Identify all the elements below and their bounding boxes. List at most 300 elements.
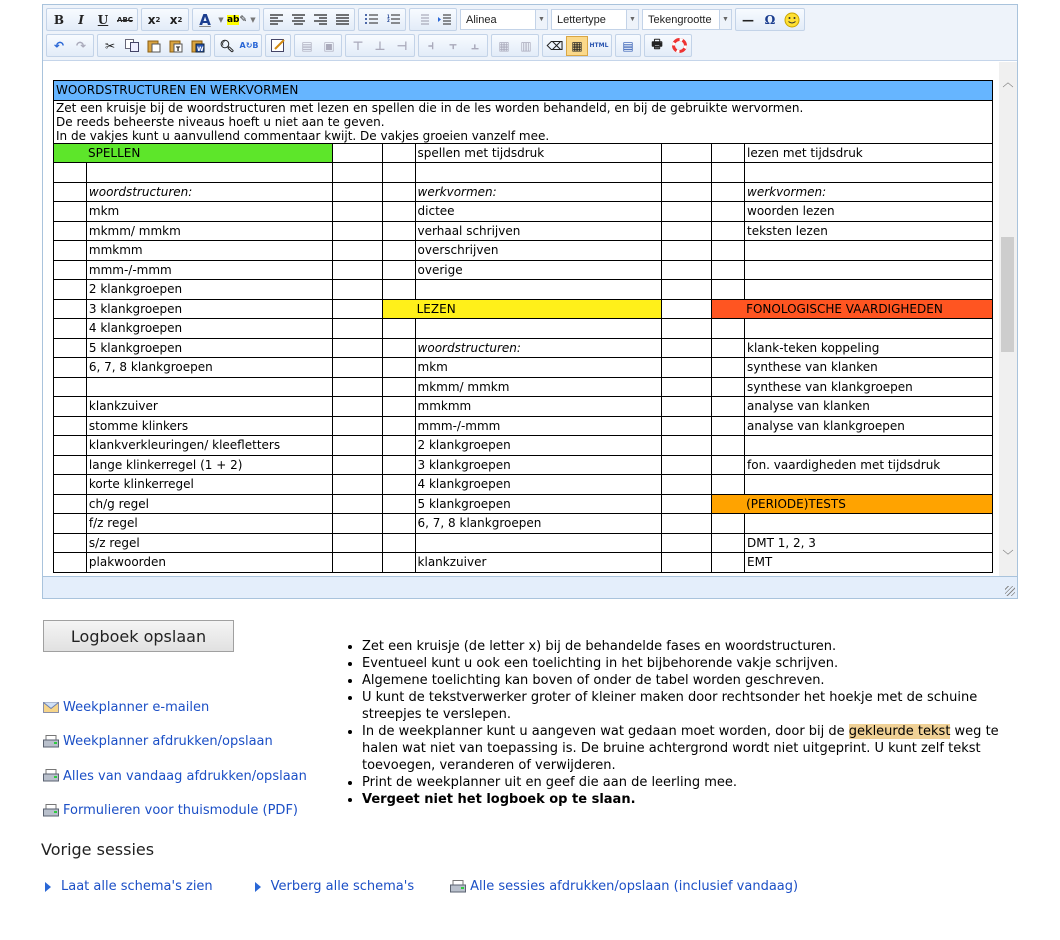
checkbox-cell[interactable] (712, 202, 745, 222)
checkbox-cell[interactable] (382, 143, 415, 163)
checkbox-cell[interactable] (712, 377, 745, 397)
item-cell[interactable] (415, 280, 662, 300)
checkbox-cell[interactable] (382, 163, 415, 183)
previous-sessions-links (45, 879, 838, 894)
checkbox-cell[interactable] (382, 241, 415, 261)
item-cell[interactable] (745, 280, 993, 300)
checkbox-cell[interactable] (54, 338, 87, 358)
spacer-cell (332, 475, 382, 495)
spacer-cell (662, 163, 712, 183)
print-all-sessions-link[interactable] (450, 879, 798, 894)
item-cell[interactable]: 4 klankgroepen (415, 475, 662, 495)
item-cell[interactable]: werkvormen: (415, 182, 662, 202)
checkbox-cell[interactable] (382, 416, 415, 436)
checkbox-cell[interactable] (382, 358, 415, 378)
checkbox-cell[interactable] (382, 494, 415, 514)
section-header-cell[interactable]: SPELLEN (54, 143, 333, 163)
outdent-icon[interactable] (411, 10, 433, 30)
email-weekplanner-link[interactable] (43, 698, 307, 716)
table-intro[interactable] (54, 100, 993, 143)
checkbox-cell[interactable] (54, 241, 87, 261)
item-cell[interactable]: mmkmm (86, 241, 332, 261)
table-cell-icon[interactable]: ▣ (323, 38, 335, 53)
item-cell[interactable]: analyse van klankgroepen (745, 416, 993, 436)
printer-icon (43, 769, 59, 783)
instruction-item: • Zet een kruisje (de letter x) bij de behandelde fases en woordstructuren. (362, 638, 1025, 655)
delete-row-icon[interactable]: ⊣ (396, 38, 408, 53)
spacer-cell (662, 358, 712, 378)
indent-group (409, 8, 457, 31)
item-cell[interactable]: klank-teken koppeling (745, 338, 993, 358)
item-cell[interactable]: mmm-/-mmm (86, 260, 332, 280)
table-row-icon[interactable]: ▤ (301, 38, 313, 53)
item-cell[interactable]: 5 klankgroepen (415, 494, 662, 514)
instruction-item: • Eventueel kunt u ook een toelichting in het bijbehorende vakje schrijven. (362, 655, 1025, 672)
toolbar-row-2 (46, 33, 1014, 58)
insert-row-below-icon[interactable]: ⊥ (374, 38, 386, 53)
table-row (54, 241, 993, 261)
spacer-cell (662, 280, 712, 300)
print-weekplanner-link[interactable] (43, 733, 307, 751)
editor-content[interactable] (43, 62, 999, 577)
checkbox-cell[interactable] (712, 163, 745, 183)
spacer-cell (332, 514, 382, 534)
previous-sessions-heading: Vorige sessies (41, 840, 155, 859)
item-cell[interactable] (745, 241, 993, 261)
printer-icon[interactable]: 🖶 (651, 37, 663, 51)
link-label: Laat alle schema's zien (61, 879, 213, 894)
checkbox-cell[interactable] (54, 202, 87, 222)
spacer-cell (332, 163, 382, 183)
item-cell[interactable]: verhaal schrijven (415, 221, 662, 241)
checkbox-cell[interactable] (382, 280, 415, 300)
svg-text:1: 1 (386, 14, 390, 19)
resize-grip[interactable] (1005, 586, 1015, 596)
item-cell[interactable]: ch/g regel (86, 494, 332, 514)
checkbox-cell[interactable] (382, 397, 415, 417)
font-size-select-value: Tekengrootte (648, 13, 712, 26)
instruction-text: In de weekplanner kunt u aangeven wat gedaan moet worden, door bij de (362, 724, 849, 739)
item-cell[interactable]: mkm (415, 358, 662, 378)
indent-icon[interactable] (433, 10, 455, 30)
item-cell[interactable]: synthese van klankgroepen (745, 377, 993, 397)
subscript-button[interactable]: x 2 (147, 12, 161, 27)
spacer-cell (332, 299, 382, 319)
item-cell[interactable]: EMT (745, 553, 993, 573)
checkbox-cell[interactable] (382, 202, 415, 222)
table-row (54, 377, 993, 397)
spacer-cell (332, 494, 382, 514)
spacer-cell (662, 416, 712, 436)
paste-word-icon[interactable] (187, 36, 209, 56)
checkbox-cell[interactable] (54, 533, 87, 553)
item-cell[interactable]: DMT 1, 2, 3 (745, 533, 993, 553)
checkbox-cell[interactable] (712, 260, 745, 280)
checkbox-cell[interactable] (382, 182, 415, 202)
hide-all-schemas-link[interactable] (255, 879, 414, 894)
checkbox-cell[interactable] (712, 280, 745, 300)
undo-icon[interactable]: ↶ (53, 38, 65, 53)
item-cell[interactable]: overschrijven (415, 241, 662, 261)
intro-line: Zet een kruisje bij de woordstructuren met lezen en spellen die in de les worden behandeld, en bij de gebruikte wervormen. (56, 100, 804, 115)
table-icon[interactable]: ▦ (566, 36, 588, 56)
spacer-cell (662, 455, 712, 475)
checkbox-cell[interactable] (54, 416, 87, 436)
form-edit-icon[interactable] (267, 36, 289, 56)
instruction-item: • Algemene toelichting kan boven of onder de tabel worden geschreven. (362, 672, 1025, 689)
checkbox-cell[interactable] (54, 319, 87, 339)
table-row (54, 475, 993, 495)
item-cell[interactable]: 3 klankgroepen (415, 455, 662, 475)
checkbox-cell[interactable] (54, 475, 87, 495)
spacer-cell (332, 241, 382, 261)
spacer-cell (662, 182, 712, 202)
checkbox-cell[interactable] (382, 553, 415, 573)
checkbox-cell[interactable] (54, 260, 87, 280)
checkbox-cell[interactable] (712, 397, 745, 417)
checkbox-cell[interactable] (712, 436, 745, 456)
checkbox-cell[interactable] (54, 397, 87, 417)
checkbox-cell[interactable] (382, 319, 415, 339)
checkbox-cell[interactable] (712, 143, 745, 163)
item-cell[interactable]: 2 klankgroepen (415, 436, 662, 456)
find-group (214, 34, 262, 57)
eraser-icon[interactable]: ⌫ (546, 38, 564, 53)
expand-arrow-icon (255, 882, 261, 892)
spacer-cell (662, 436, 712, 456)
table-title[interactable]: WOORDSTRUCTUREN EN WERKVORMEN (54, 81, 993, 101)
clipboard-group (97, 34, 211, 57)
instructions-list (345, 638, 1025, 808)
spacer-cell (332, 143, 382, 163)
show-all-schemas-link[interactable] (45, 879, 213, 894)
editor-scrollbar[interactable] (999, 62, 1017, 577)
item-cell[interactable]: werkvormen: (745, 182, 993, 202)
align-center-icon[interactable] (287, 10, 309, 30)
item-cell[interactable]: analyse van klanken (745, 397, 993, 417)
spacer-cell (332, 358, 382, 378)
spacer-cell (662, 319, 712, 339)
item-cell[interactable]: 4 klankgroepen (86, 319, 332, 339)
chevron-down-icon[interactable]: ▼ (218, 15, 224, 24)
insert-column-right-icon[interactable]: ⫟ (449, 38, 457, 52)
link-label: Alle sessies afdrukken/opslaan (inclusief vandaag) (470, 879, 799, 894)
item-cell[interactable]: woorden lezen (745, 202, 993, 222)
spacer-cell (662, 377, 712, 397)
item-cell[interactable] (745, 260, 993, 280)
preview-icon[interactable]: ▤ (622, 38, 634, 53)
checkbox-cell[interactable] (54, 299, 87, 319)
printer-icon (450, 880, 466, 894)
smiley-icon[interactable] (781, 10, 803, 30)
spacer-cell (662, 260, 712, 280)
spacer-cell (332, 416, 382, 436)
item-cell[interactable]: woordstructuren: (86, 182, 332, 202)
table-row (54, 436, 993, 456)
split-cells-icon[interactable]: ▥ (520, 38, 532, 53)
svg-text:W: W (197, 45, 204, 53)
checkbox-cell[interactable] (382, 436, 415, 456)
list-group (358, 8, 406, 31)
align-justify-icon[interactable] (331, 10, 353, 30)
item-cell[interactable]: klankzuiver (86, 397, 332, 417)
scrollbar-thumb[interactable] (1001, 237, 1014, 352)
checkbox-cell[interactable] (54, 280, 87, 300)
delete-column-icon[interactable]: ⫠ (471, 38, 479, 52)
item-cell[interactable]: mmm-/-mmm (415, 416, 662, 436)
item-cell[interactable]: klankzuiver (415, 553, 662, 573)
item-cell[interactable]: mmkmm (415, 397, 662, 417)
spacer-cell (662, 553, 712, 573)
expand-arrow-icon (45, 882, 51, 892)
toolbar-row-1 (46, 7, 1014, 32)
spacer-cell (662, 143, 712, 163)
numbered-list-icon[interactable] (382, 10, 404, 30)
table-row (54, 494, 993, 514)
checkbox-cell[interactable] (54, 494, 87, 514)
link-label: Verberg alle schema's (270, 879, 415, 894)
checkbox-cell[interactable] (54, 377, 87, 397)
checkbox-cell[interactable] (712, 416, 745, 436)
checkbox-cell[interactable] (54, 163, 87, 183)
spacer-cell (332, 377, 382, 397)
section-header-cell[interactable]: (PERIODE)TESTS (712, 494, 993, 514)
rich-text-editor (42, 4, 1018, 599)
spacer-cell (332, 182, 382, 202)
item-cell[interactable]: klankverkleuringen/ kleefletters (86, 436, 332, 456)
intro-line: In de vakjes kunt u aanvullend commentaar kwijt. De vakjes groeien vanzelf mee. (56, 128, 550, 143)
checkbox-cell[interactable] (712, 338, 745, 358)
superscript-button[interactable]: x 2 (169, 12, 183, 27)
bullet-list-icon[interactable] (360, 10, 382, 30)
color-group (192, 8, 260, 31)
underline-button[interactable]: U (97, 12, 109, 27)
checkbox-cell[interactable] (382, 260, 415, 280)
merge-cells-icon[interactable]: ▦ (498, 38, 510, 53)
envelope-icon (43, 700, 59, 714)
checkbox-cell[interactable] (712, 475, 745, 495)
table-row (54, 280, 993, 300)
item-cell[interactable]: synthese van klanken (745, 358, 993, 378)
redo-icon[interactable]: ↷ (75, 38, 87, 53)
checkbox-cell[interactable] (382, 533, 415, 553)
item-cell[interactable] (745, 163, 993, 183)
item-cell[interactable] (415, 163, 662, 183)
item-cell[interactable]: lange klinkerregel (1 + 2) (86, 455, 332, 475)
insert-group (735, 8, 805, 31)
insert-column-left-icon[interactable]: ⫞ (427, 38, 434, 52)
chevron-down-icon[interactable]: ▼ (250, 15, 256, 24)
format-group (46, 8, 138, 31)
column-group (418, 34, 488, 57)
link-label: Weekplanner e-mailen (63, 699, 210, 715)
checkbox-cell[interactable] (712, 358, 745, 378)
item-cell[interactable] (745, 514, 993, 534)
item-cell[interactable]: 5 klankgroepen (86, 338, 332, 358)
item-cell[interactable]: fon. vaardigheden met tijdsdruk (745, 455, 993, 475)
paragraph-select[interactable] (460, 9, 548, 30)
item-cell[interactable]: korte klinkerregel (86, 475, 332, 495)
table-row (54, 338, 993, 358)
checkbox-cell[interactable] (712, 319, 745, 339)
checkbox-cell[interactable] (382, 475, 415, 495)
checkbox-cell[interactable] (382, 377, 415, 397)
checkbox-cell[interactable] (54, 358, 87, 378)
action-links (43, 698, 307, 836)
spacer-cell (662, 202, 712, 222)
script-group (141, 8, 189, 31)
item-cell[interactable] (415, 319, 662, 339)
copy-icon[interactable] (121, 36, 143, 56)
item-cell[interactable]: plakwoorden (86, 553, 332, 573)
help-icon[interactable] (668, 36, 690, 56)
checkbox-cell[interactable] (54, 455, 87, 475)
edit-group (265, 34, 291, 57)
spacer-cell (332, 221, 382, 241)
item-cell[interactable]: overige (415, 260, 662, 280)
scroll-down-icon[interactable]: ﹀ (1002, 549, 1014, 562)
table-row (54, 533, 993, 553)
spacer-cell (332, 455, 382, 475)
spacer-cell (332, 280, 382, 300)
align-right-icon[interactable] (309, 10, 331, 30)
table-intro-row (54, 100, 993, 143)
item-cell[interactable]: 3 klankgroepen (86, 299, 332, 319)
item-cell[interactable]: 6, 7, 8 klankgroepen (415, 514, 662, 534)
item-cell[interactable]: mkm (86, 202, 332, 222)
bold-button[interactable]: B (53, 12, 65, 27)
table-row (54, 260, 993, 280)
table-row (54, 143, 993, 163)
view-group (615, 34, 641, 57)
table-row (54, 416, 993, 436)
item-cell[interactable] (745, 319, 993, 339)
font-select-value: Lettertype (557, 13, 606, 26)
highlight-color-button[interactable]: ab ✎ (226, 14, 248, 25)
checkbox-cell[interactable] (712, 455, 745, 475)
spacer-cell (662, 338, 712, 358)
horizontal-rule-icon[interactable]: — (742, 12, 754, 27)
font-select[interactable] (551, 9, 639, 30)
checkbox-cell[interactable] (712, 533, 745, 553)
checkbox-cell[interactable] (54, 553, 87, 573)
checkbox-cell[interactable] (54, 221, 87, 241)
item-cell[interactable]: s/z regel (86, 533, 332, 553)
scroll-up-icon[interactable]: ︿ (1002, 76, 1014, 89)
insert-row-above-icon[interactable]: ⊤ (352, 38, 364, 53)
print-all-today-link[interactable] (43, 767, 307, 785)
instruction-item: • Print de weekplanner uit en geef die aan de leerling mee. (362, 774, 1025, 791)
find-icon[interactable]: 🔍︎ (219, 38, 235, 53)
checkbox-cell[interactable] (382, 455, 415, 475)
history-group (46, 34, 94, 57)
svg-text:2: 2 (386, 18, 390, 23)
table-row (54, 397, 993, 417)
checkbox-cell[interactable] (382, 338, 415, 358)
editor-statusbar (43, 576, 1017, 598)
item-cell[interactable] (745, 475, 993, 495)
font-color-button[interactable]: A (199, 10, 211, 29)
item-cell[interactable] (86, 377, 332, 397)
checkbox-cell[interactable] (712, 553, 745, 573)
instructions (345, 638, 1025, 808)
item-cell[interactable] (415, 533, 662, 553)
item-cell[interactable]: lezen met tijdsdruk (745, 143, 993, 163)
instruction-item: • U kunt de tekstverwerker groter of kleiner maken door rechtsonder het hoekje met de schuine streepjes te verslepen. (362, 689, 1025, 723)
item-cell[interactable]: woordstructuren: (415, 338, 662, 358)
item-cell[interactable] (86, 163, 332, 183)
editor-toolbar (43, 5, 1017, 61)
html-icon[interactable]: HTML (589, 42, 609, 49)
item-cell[interactable]: f/z regel (86, 514, 332, 534)
section-header-cell[interactable]: FONOLOGISCHE VAARDIGHEDEN (712, 299, 993, 319)
table-group (294, 34, 342, 57)
intro-line: De reeds beheerste niveaus hoeft u niet aan te geven. (56, 114, 385, 129)
home-module-forms-link[interactable] (43, 802, 307, 820)
item-cell[interactable]: spellen met tijdsdruk (415, 143, 662, 163)
table-title-row (54, 81, 993, 101)
tools-group (542, 34, 612, 57)
checkbox-cell[interactable] (54, 436, 87, 456)
italic-button[interactable]: I (78, 12, 84, 27)
checkbox-cell[interactable] (382, 221, 415, 241)
font-size-select[interactable] (642, 9, 732, 30)
item-cell[interactable]: stomme klinkers (86, 416, 332, 436)
item-cell[interactable]: 2 klankgroepen (86, 280, 332, 300)
item-cell[interactable]: teksten lezen (745, 221, 993, 241)
link-label: Alles van vandaag afdrukken/opslaan (63, 768, 307, 784)
checkbox-cell[interactable] (382, 514, 415, 534)
strikethrough-button[interactable]: ABC (117, 15, 133, 24)
replace-icon[interactable]: A↻B (239, 41, 259, 50)
paragraph-select-value: Alinea (466, 13, 497, 26)
section-header-cell[interactable]: LEZEN (382, 299, 662, 319)
checkbox-cell[interactable] (712, 221, 745, 241)
item-cell[interactable]: dictee (415, 202, 662, 222)
table-row (54, 202, 993, 222)
instruction-text: weg te halen wat niet van toepassing is. De bruine achtergrond wordt niet uitgeprint. U kunt zelf tekst toevoegen, veranderen of verwijderen. (362, 724, 999, 773)
item-cell[interactable]: mkmm/ mmkm (86, 221, 332, 241)
save-logbook-button[interactable]: Logboek opslaan (43, 620, 234, 652)
align-group (263, 8, 355, 31)
item-cell[interactable]: 6, 7, 8 klankgroepen (86, 358, 332, 378)
item-cell[interactable] (745, 436, 993, 456)
spacer-cell (332, 260, 382, 280)
special-char-icon[interactable]: Ω (764, 12, 776, 27)
merge-group (491, 34, 539, 57)
checkbox-cell[interactable] (54, 182, 87, 202)
cut-icon[interactable]: ✂ (104, 38, 116, 53)
table-row (54, 182, 993, 202)
checkbox-cell[interactable] (712, 241, 745, 261)
paste-text-icon[interactable] (165, 36, 187, 56)
align-left-icon[interactable] (265, 10, 287, 30)
checkbox-cell[interactable] (712, 182, 745, 202)
checkbox-cell[interactable] (54, 514, 87, 534)
spacer-cell (662, 221, 712, 241)
print-group (644, 34, 692, 57)
table-row (54, 221, 993, 241)
paste-icon[interactable] (143, 36, 165, 56)
chevron-down-icon: ▼ (535, 10, 547, 29)
spacer-cell (332, 319, 382, 339)
item-cell[interactable]: mkmm/ mmkm (415, 377, 662, 397)
checkbox-cell[interactable] (712, 514, 745, 534)
link-label: Weekplanner afdrukken/opslaan (63, 734, 273, 749)
table-row (54, 163, 993, 183)
spacer-cell (662, 241, 712, 261)
table-row (54, 553, 993, 573)
